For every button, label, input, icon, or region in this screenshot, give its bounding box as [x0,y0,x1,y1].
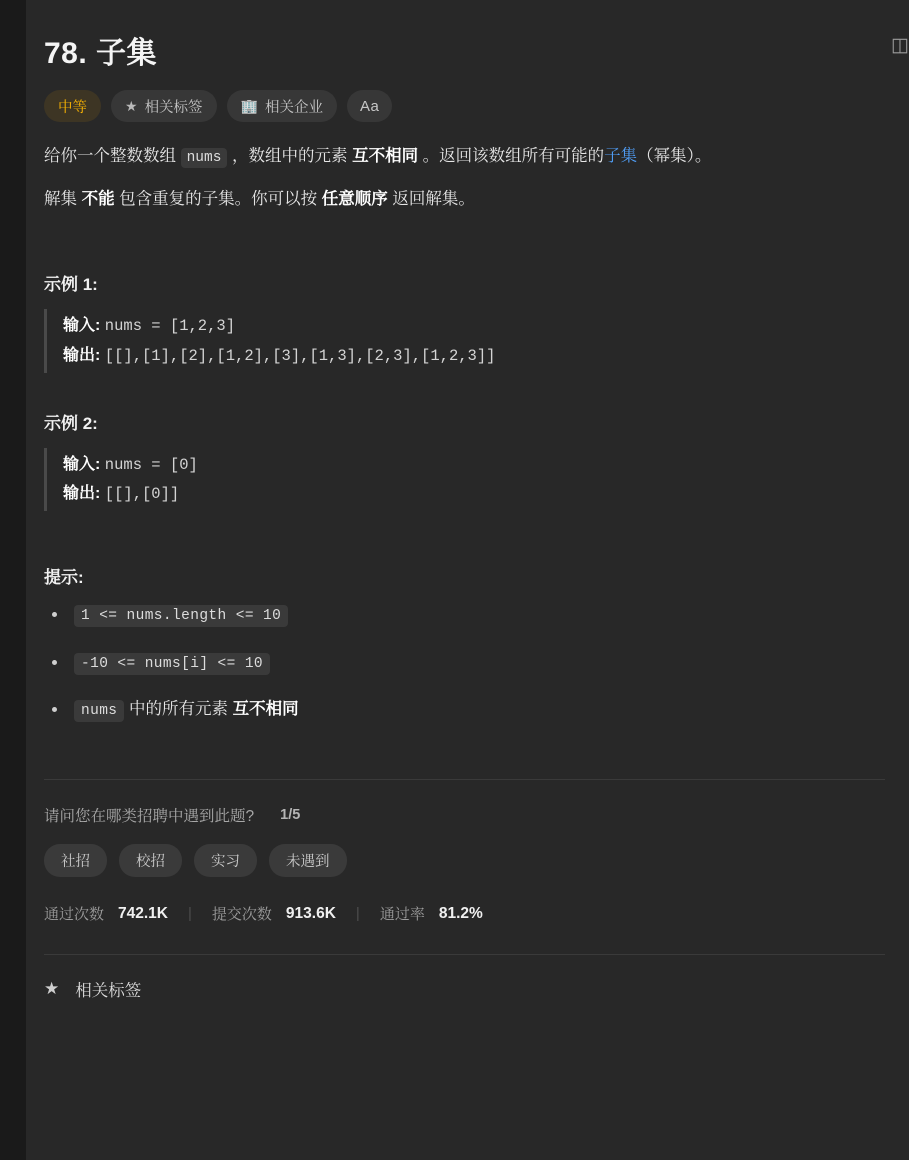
example-1-input-row [63,311,885,341]
constraints-list [44,602,885,723]
related-topics-section-label: 相关标签 [75,982,142,1001]
example-2-input-label: 输入: [63,455,101,473]
description-paragraph-1 [44,142,885,171]
example-1-input-label: 输入: [63,317,101,335]
survey-option-shezhao[interactable]: 社招 [44,844,107,877]
example-2-input-value: nums = [0] [104,455,198,474]
desc2-text-3: 返回解集。 [387,190,475,209]
example-2-output-row [63,479,885,509]
desc-text-1: 给你一个整数数组 [44,147,181,165]
example-1-input-value: nums = [1,2,3] [104,317,236,336]
desc2-text-1: 解集 [44,190,82,209]
font-size-label: Aa [360,97,380,115]
font-size-button[interactable] [347,90,392,122]
survey-options [44,844,885,877]
constraint-code-1: 1 <= nums.length <= 10 [74,605,288,627]
desc-text-4: （幂集）。 [637,147,712,165]
example-1-output-value: [[],[1],[2],[1,2],[3],[1,3],[2,3],[1,2,3]] [104,346,496,365]
survey-option-xiaozhao[interactable]: 校招 [119,844,182,877]
difficulty-badge[interactable] [44,90,101,122]
desc2-text-2: 包含重复的子集。你可以按 [114,190,322,209]
acceptance-rate-label: 通过率 [379,906,425,924]
example-1-output-row [63,341,885,371]
survey-option-weiyudao[interactable]: 未遇到 [269,844,347,877]
subset-link[interactable]: 子集 [604,147,638,165]
tag-icon: ★︎ [44,979,60,999]
desc2-bold-1: 不能 [81,190,115,209]
constraint-item-2 [44,650,885,676]
example-2-input-row [63,450,885,480]
example-2-output-label: 输出: [63,485,101,503]
related-companies-button[interactable] [227,90,337,122]
difficulty-label: 中等 [58,99,87,116]
related-topics-button[interactable] [111,90,217,122]
survey-question-row [44,804,885,826]
example-1-heading: 示例 1: [44,275,98,295]
desc-text-3: 。返回该数组所有可能的 [418,147,605,165]
accepted-value: 742.1K [118,904,168,922]
submissions-value: 913.6K [285,904,336,922]
example-1-output-label: 输出: [63,346,101,364]
desc-bold-1: 互不相同 [352,147,419,165]
survey-counter: 1/5 [280,807,301,824]
stats-row [44,903,885,924]
constraints-heading: 提示: [44,567,84,587]
related-topics-label: 相关标签 [144,99,203,116]
left-gutter [0,0,26,1160]
example-2-block [44,448,885,511]
building-icon: 🏢 [240,98,258,114]
constraint-item-1 [44,602,885,628]
description-paragraph-2 [44,185,885,214]
constraint-item-3 [44,697,885,723]
acceptance-rate-value: 81.2% [438,904,483,922]
constraint-text-3: 中的所有元素 [124,700,233,719]
example-1-block [44,309,885,372]
constraint-code-2: -10 <= nums[i] <= 10 [74,653,270,675]
stats-separator-2: | [355,905,360,923]
related-topics-section[interactable] [44,955,885,1001]
desc2-bold-2: 任意顺序 [321,190,388,209]
survey-section [44,780,885,877]
problem-content [26,0,909,1160]
inline-code-nums: nums [181,148,228,168]
survey-question: 请问您在哪类招聘中遇到此题? [44,808,255,826]
tag-icon: ★︎ [125,98,138,114]
accepted-label: 通过次数 [44,906,105,924]
survey-option-shixi[interactable]: 实习 [194,844,257,877]
related-companies-label: 相关企业 [265,99,323,116]
problem-tag-row [44,90,885,122]
page-title: 78. 子集 [44,37,158,70]
constraint-code-3: nums [74,700,124,722]
stats-separator-1: | [188,905,192,923]
example-2-output-value: [[],[0]] [104,485,180,504]
collapse-panel-icon[interactable]: ◫ [891,35,909,56]
desc-text-2: ，数组中的元素 [227,147,353,165]
submissions-label: 提交次数 [211,906,272,924]
example-2-heading: 示例 2: [44,413,98,433]
constraint-bold-3: 互不相同 [232,700,299,719]
